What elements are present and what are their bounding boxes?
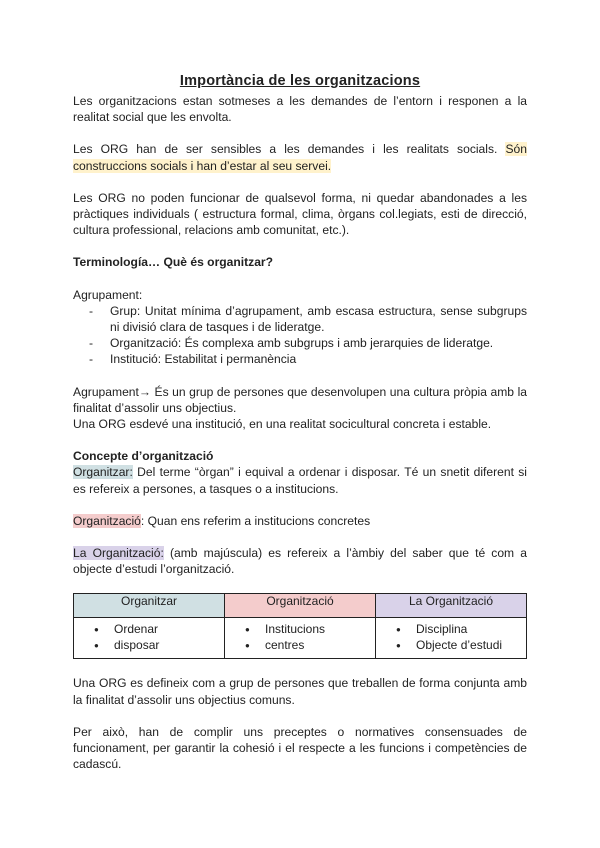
list-item: ● centres bbox=[225, 638, 375, 654]
list-item: ● Institucions bbox=[225, 622, 375, 638]
paragraph-institution: Una ORG esdevé una institució, en una realitat socicultural concreta i estable. bbox=[73, 417, 492, 432]
paragraph-functioning: Les ORG no poden funcionar de qualsevol forma, ni quedar abandonades a les pràctiques individuals ( estructura formal, clima, òrgans col.legiats, esti de direcció, cultura professional, relacions amb comunitat, etc.). bbox=[73, 190, 527, 238]
list-item: ● Ordenar bbox=[74, 622, 224, 638]
term-organitzar: Organitzar: bbox=[73, 465, 133, 480]
table-cell bbox=[225, 618, 376, 659]
paragraph-norms: Per això, han de complir uns preceptes o normatives consensuades de funcionament, per garantir la cohesió i el respecte a les funcions i competències de cadascú. bbox=[73, 724, 527, 772]
table-row bbox=[74, 618, 527, 659]
list-item: - Institució: Estabilitat i permanència bbox=[73, 351, 527, 367]
paragraph-sensitivity bbox=[73, 141, 527, 173]
paragraph-definition: Una ORG es defineix com a grup de persones que treballen de forma conjunta amb la finalitat d’assolir uns objectius comuns. bbox=[73, 676, 527, 707]
definition-organitzar bbox=[73, 464, 527, 496]
definition-la-organitzacio bbox=[73, 545, 527, 577]
list-item: - Organització: És complexa amb subgrups i amb jerarquies de lideratge. bbox=[73, 335, 527, 351]
heading-terminology: Terminología… Què és organitzar? bbox=[73, 255, 274, 270]
list-item: ● disposar bbox=[74, 638, 224, 654]
paragraph-sensitivity-text: Les ORG han de ser sensibles a les demandes i les realitats socials. bbox=[73, 142, 506, 157]
table-header-la-organitzacio: La Organització bbox=[376, 594, 527, 618]
page-title: Importància de les organitzacions bbox=[179, 73, 421, 89]
definition-text: (amb majúscula) es refereix a l’àmbiy del saber que té com a objecte d’estudi l’organització. bbox=[73, 546, 527, 577]
definition-text: : Quan ens referim a institucions concretes bbox=[140, 513, 371, 528]
term-la-organitzacio: La Organització: bbox=[73, 546, 164, 561]
table-header-organitzar: Organitzar bbox=[74, 594, 225, 618]
comparison-table bbox=[73, 593, 527, 659]
document-content bbox=[73, 72, 527, 772]
agrupament-label: Agrupament: bbox=[73, 287, 143, 302]
list-item: ● Disciplina bbox=[376, 622, 526, 638]
table-cell bbox=[376, 618, 527, 659]
table-header-organitzacio: Organització bbox=[225, 594, 376, 618]
paragraph-intro: Les organitzacions estan sotmeses a les demandes de l’entorn i responen a la realitat social que les envolta. bbox=[73, 94, 527, 125]
table-cell bbox=[74, 618, 225, 659]
definition-organitzacio bbox=[73, 513, 527, 529]
term-organitzacio: Organització bbox=[73, 513, 141, 528]
list-item: ● Objecte d’estudi bbox=[376, 638, 526, 654]
agrupament-list bbox=[73, 303, 527, 368]
paragraph-agrupament: Agrupament→ És un grup de persones que desenvolupen una cultura pròpia amb la finalitat d’assolir uns objectius. bbox=[73, 384, 527, 415]
highlighted-text: Són construccions socials i han d’estar al seu servei. bbox=[73, 142, 527, 173]
heading-concept: Concepte d’organització bbox=[73, 449, 214, 464]
list-item: - Grup: Unitat mínima d’agrupament, amb escasa estructura, sense subgrups ni divisió clara de tasques i de lideratge. bbox=[73, 303, 527, 335]
definition-text: Del terme “òrgan” i equival a ordenar i disposar. Té un snetit diferent si es refereix a persones, a tasques o a institucions. bbox=[73, 465, 527, 496]
